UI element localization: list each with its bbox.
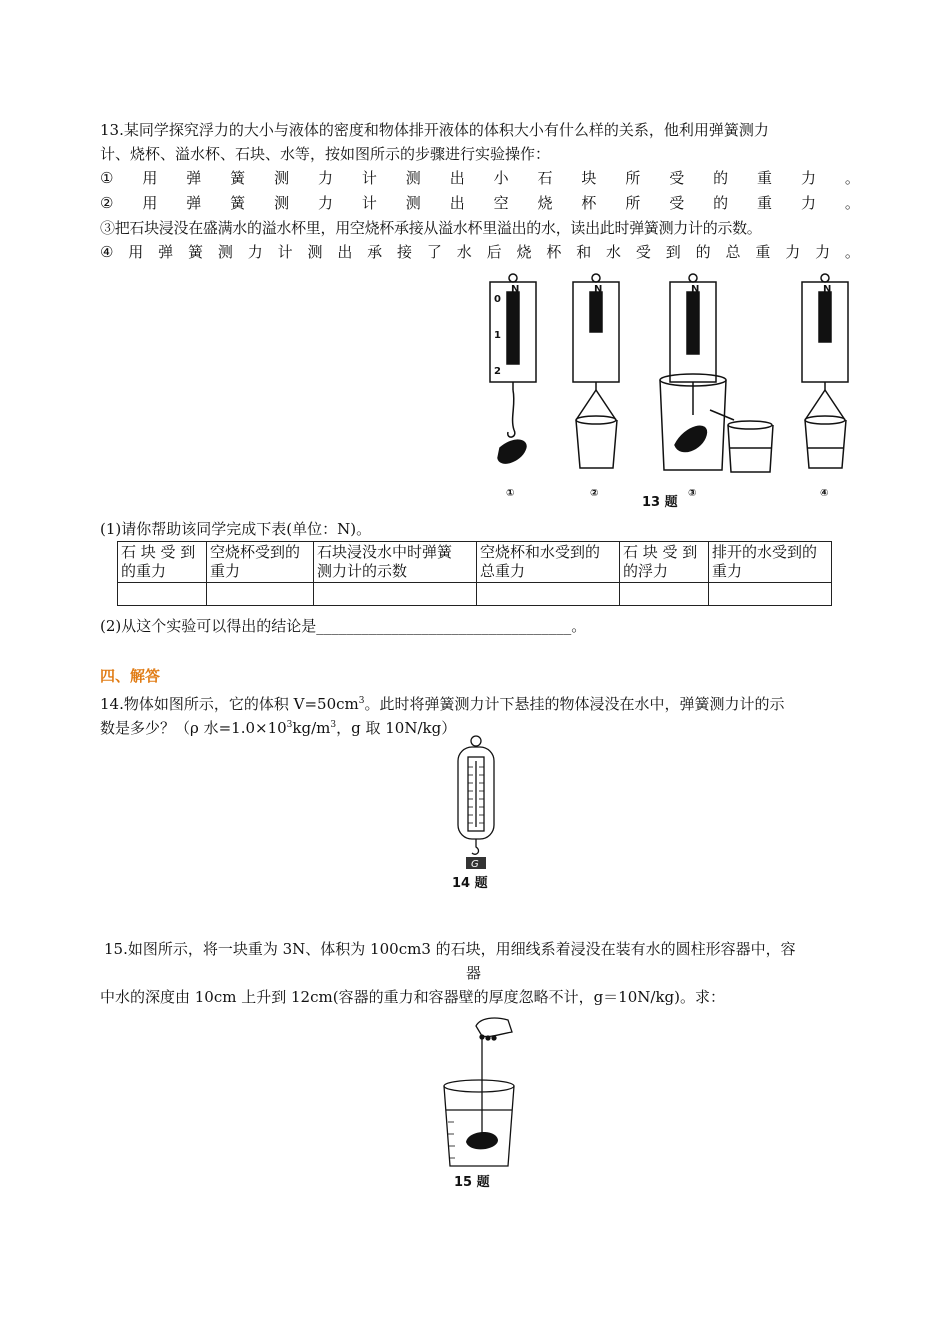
q15-line1b: 器 [466,964,482,982]
meter-ring-icon [471,736,481,746]
q15-figure [436,1010,526,1190]
q13-step1 [100,166,860,190]
answer-cell-4[interactable] [477,583,620,606]
q13-step4 [100,240,860,264]
hand-icon [476,1018,512,1037]
step-char: 的 [713,194,729,212]
step-char: 水 [456,243,472,261]
stone [466,1132,498,1149]
figure-label-2: ② [590,488,599,499]
step-char: 簧 [188,243,204,261]
q15-caption: 15 题 [454,1175,490,1190]
q13-intro-line2: 计、烧杯、溢水杯、石块、水等，按如图所示的步骤进行实验操作： [100,145,551,163]
step-char: 测 [274,169,290,187]
header-cell-1: 石 块 受 到 的重力 [118,542,207,583]
step-char: 出 [449,169,465,187]
step-char: 杯 [581,194,597,212]
tick-2: 2 [494,366,501,377]
step-char: 了 [426,243,442,261]
beaker-2 [576,420,617,468]
step-char: 后 [486,243,502,261]
step-char: 块 [581,169,597,187]
step-char: 烧 [537,194,553,212]
step-char: 重 [757,194,773,212]
q13-results-table [117,541,832,606]
scale-top-1: N [511,284,520,295]
step-char: 石 [537,169,553,187]
header-cell-4: 空烧杯和水受到的 总重力 [477,542,620,583]
scale-top-2: N [594,284,603,295]
step-char: 和 [576,243,592,261]
step-char: 测 [274,194,290,212]
step-char: 测 [217,243,233,261]
step-char: 的 [695,243,711,261]
answer-cell-2[interactable] [207,583,314,606]
figure-label-1: ① [506,488,515,499]
step-char: 重 [757,169,773,187]
section-heading: 四、解答 [100,667,161,685]
step-char: 所 [625,169,641,187]
step-char: 杯 [546,243,562,261]
q13-intro-line1: 13.某同学探究浮力的大小与液体的密度和物体排开液体的体积大小有什么样的关系，他利用弹簧测力 [100,121,769,139]
step-char: 弹 [186,169,202,187]
step-char: 测 [405,169,421,187]
weight-label: G [471,859,479,870]
answer-cell-3[interactable] [314,583,477,606]
table-answer-row [118,583,832,606]
q13-step3: ③把石块浸没在盛满水的溢水杯里，用空烧杯承接从溢水杯里溢出的水，读出此时弹簧测力计的示数。 [100,219,762,237]
q14-caption: 14 题 [452,876,488,891]
step-char: 所 [625,194,641,212]
step-char: 用 [142,169,158,187]
tick-1: 1 [494,330,501,341]
part2-blank[interactable]: __________________________________ [316,617,572,635]
q13-part1: (1)请你帮助该同学完成下表(单位：N)。 [100,520,372,538]
table-header-row [118,542,832,583]
step-char: 力 [800,169,816,187]
step-char: 弹 [158,243,174,261]
step-char: 用 [142,194,158,212]
figure-label-4: ④ [820,488,829,499]
q15-line1: 15.如图所示，将一块重为 3N、体积为 100cm3 的石块，用细线系着浸没在装有水的圆柱形容器中，容 [104,940,796,958]
step-char: 簧 [230,194,246,212]
q14-figure [440,733,520,893]
hook-icon [472,839,479,854]
step-char: 受 [669,169,685,187]
hook-wire-1 [513,390,514,430]
step-char: 簧 [230,169,246,187]
step-char: 总 [725,243,741,261]
step-char: 计 [277,243,293,261]
q13-part2 [100,614,860,638]
answer-cell-6[interactable] [709,583,832,606]
part2-suffix: 。 [571,617,587,635]
step-char: 力 [317,194,333,212]
header-cell-3: 石块浸没水中时弹簧 测力计的示数 [314,542,477,583]
step-char: 计 [361,169,377,187]
q14-line1: 14.物体如图所示，它的体积 $V=50cm^3$。此时将弹簧测力计下悬挂的物体浸没在水中，弹簧测力计的示 [100,695,785,713]
header-cell-5: 石 块 受 到 的浮力 [620,542,709,583]
q13-figure [470,270,870,515]
answer-cell-5[interactable] [620,583,709,606]
step-char: ② [100,194,114,212]
q13-caption: 13 题 [642,495,678,510]
step-char: 出 [449,194,465,212]
scale-top-4: N [823,284,832,295]
header-cell-6: 排开的水受到的 重力 [709,542,832,583]
container [444,1086,514,1166]
step-char: 力 [815,243,831,261]
q15-line2: 中水的深度由 10cm 上升到 12cm(容器的重力和容器壁的厚度忽略不计，g＝10N/kg)。求： [100,988,725,1006]
spout [710,410,734,420]
step-char: 力 [785,243,801,261]
step-char: 受 [669,194,685,212]
step-char: 小 [493,169,509,187]
scale-top-3: N [691,284,700,295]
step-char: 水 [606,243,622,261]
step-char: 力 [317,169,333,187]
step-char: 力 [800,194,816,212]
step-char: ① [100,169,114,187]
step-char: 用 [128,243,144,261]
hook-1 [508,430,515,437]
step-char: 弹 [186,194,202,212]
stone-1 [498,440,526,463]
q13-step2 [100,191,860,215]
step-char: 测 [405,194,421,212]
figure-label-3: ③ [688,488,697,499]
step-char: 的 [713,169,729,187]
q14-line2: 数是多少？（ρ 水$=1.0\times 10^3kg/m^3$，g 取 10N/kg） [100,719,457,737]
step-char: 接 [397,243,413,261]
step-char: ④ [100,243,114,261]
step-char: 测 [307,243,323,261]
step-char: 空 [493,194,509,212]
step-char: 力 [247,243,263,261]
step-char: 。 [844,169,860,187]
stone-3 [675,426,706,451]
step-char: 到 [665,243,681,261]
step-char: 烧 [516,243,532,261]
step-char: 计 [361,194,377,212]
step-char: 出 [337,243,353,261]
part2-prefix: (2)从这个实验可以得出的结论是 [100,617,317,635]
header-cell-2: 空烧杯受到的 重力 [207,542,314,583]
step-char: 受 [635,243,651,261]
step-char: 。 [844,194,860,212]
answer-cell-1[interactable] [118,583,207,606]
beaker-4 [805,420,846,468]
step-char: 重 [755,243,771,261]
tick-0: 0 [494,294,501,305]
step-char: 承 [367,243,383,261]
step-char: 。 [844,243,860,261]
